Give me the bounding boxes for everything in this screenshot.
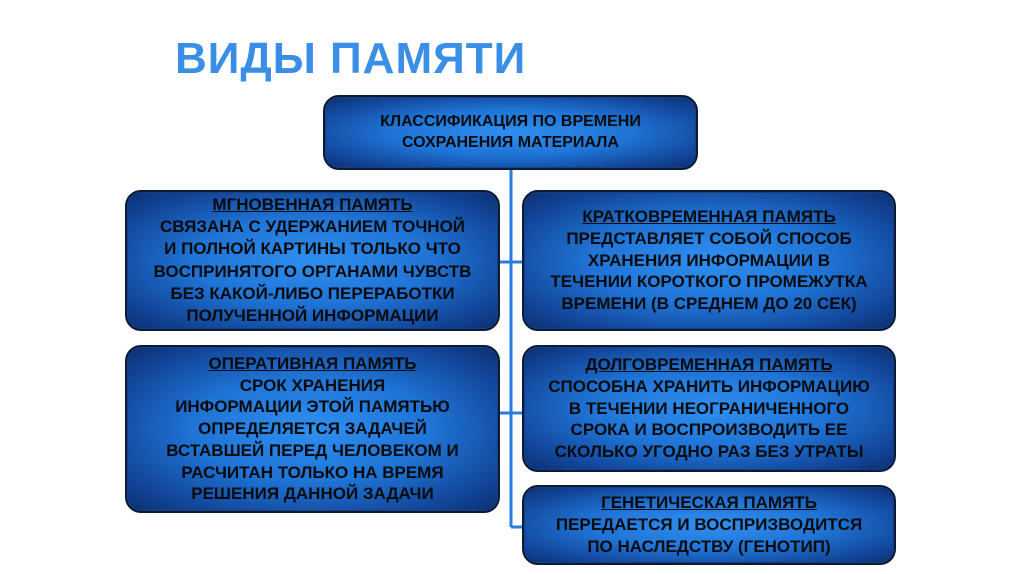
short-term-memory-heading: КРАТКОВРЕМЕННАЯ ПАМЯТЬ [582, 207, 836, 227]
genetic-memory-text: ПЕРЕДАЕТСЯ И ВОСПРИЗВОДИТСЯ ПО НАСЛЕДСТВУ (ГЕНОТИП) [555, 515, 863, 556]
long-term-memory-text: СПОСОБНА ХРАНИТЬ ИНФОРМАЦИЮ В ТЕЧЕНИИ НЕОГРАНИЧЕННОГО СРОКА И ВОСПРОИЗВОДИТЬ ЕЕ СКОЛЬКО УГОДНО РАЗ БЕЗ УТРАТЫ [548, 376, 870, 462]
long-term-memory-box [522, 345, 896, 472]
genetic-memory-box [522, 485, 896, 565]
instant-memory-box [125, 190, 500, 331]
instant-memory-text: СВЯЗАНА С УДЕРЖАНИЕМ ТОЧНОЙ И ПОЛНОЙ КАРТИНЫ ТОЛЬКО ЧТО ВОСПРИНЯТОГО ОРГАНАМИ ЧУВСТВ БЕЗ КАКОЙ-ЛИБО ПЕРЕРАБОТКИ ПОЛУЧЕННОЙ ИНФОРМАЦИИ [153, 217, 472, 325]
operative-memory-box [125, 345, 500, 513]
long-term-memory-heading: ДОЛГОВРЕМЕННАЯ ПАМЯТЬ [585, 355, 833, 375]
operative-memory-heading: ОПЕРАТИВНАЯ ПАМЯТЬ [208, 353, 417, 373]
genetic-memory-heading: ГЕНЕТИЧЕСКАЯ ПАМЯТЬ [601, 493, 817, 513]
classification-text: КЛАССИФИКАЦИЯ ПО ВРЕМЕНИ СОХРАНЕНИЯ МАТЕРИАЛА [380, 113, 641, 151]
classification-box [323, 95, 698, 170]
page-title: ВИДЫ ПАМЯТИ [175, 34, 527, 83]
instant-memory-heading: МГНОВЕННАЯ ПАМЯТЬ [212, 195, 413, 215]
short-term-memory-text: ПРЕДСТАВЛЯЕТ СОБОЙ СПОСОБ ХРАНЕНИЯ ИНФОРМАЦИИ В ТЕЧЕНИИ КОРОТКОГО ПРОМЕЖУТКА ВРЕМЕНИ (В СРЕДНЕМ ДО 20 СЕК) [550, 228, 868, 314]
operative-memory-text: СРОК ХРАНЕНИЯ ИНФОРМАЦИИ ЭТОЙ ПАМЯТЬЮ ОПРЕДЕЛЯЕТСЯ ЗАДАЧЕЙ ВСТАВШЕЙ ПЕРЕД ЧЕЛОВЕКОМ И РАСЧИТАН ТОЛЬКО НА ВРЕМЯ РЕШЕНИЯ ДАННОЙ ЗАДАЧИ [166, 375, 459, 504]
short-term-memory-box [522, 190, 896, 331]
